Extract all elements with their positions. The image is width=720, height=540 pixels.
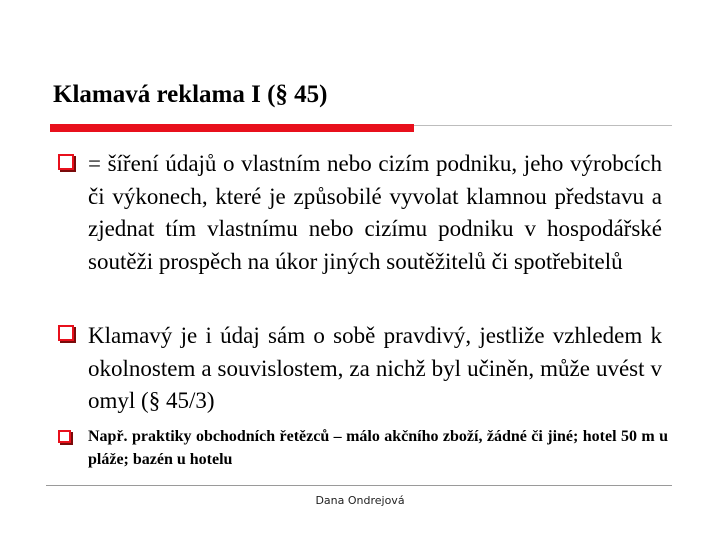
bullet-text-3: Např. praktiky obchodních řetězců – málo akčního zboží, žádné či jiné; hotel 50 m u pláže; bazén u hotelu: [88, 428, 668, 468]
footer-author: Dana Ondrejová: [315, 494, 405, 507]
title-underline-red: [50, 124, 414, 132]
square-bullet-icon: [58, 325, 74, 341]
title-underline-thin: [414, 125, 672, 126]
slide-title: Klamavá reklama I (§ 45): [53, 81, 328, 108]
square-bullet-icon: [58, 430, 71, 443]
footer-divider: [46, 485, 672, 486]
square-bullet-icon: [58, 154, 74, 170]
bullet-text-1: = šíření údajů o vlastním nebo cizím podniku, jeho výrobcích či výkonech, které je způsobilé vyvolat klamnou představu a zjednat tím vlastnímu nebo cizímu podniku v hospodářské soutěži prospěch na úkor jiných soutěžitelů či spotřebitelů: [88, 151, 662, 274]
bullet-text-2: Klamavý je i údaj sám o sobě pravdivý, jestliže vzhledem k okolnostem a souvislostem, za nichž byl učiněn, může uvést v omyl (§ 45/3): [88, 323, 662, 413]
